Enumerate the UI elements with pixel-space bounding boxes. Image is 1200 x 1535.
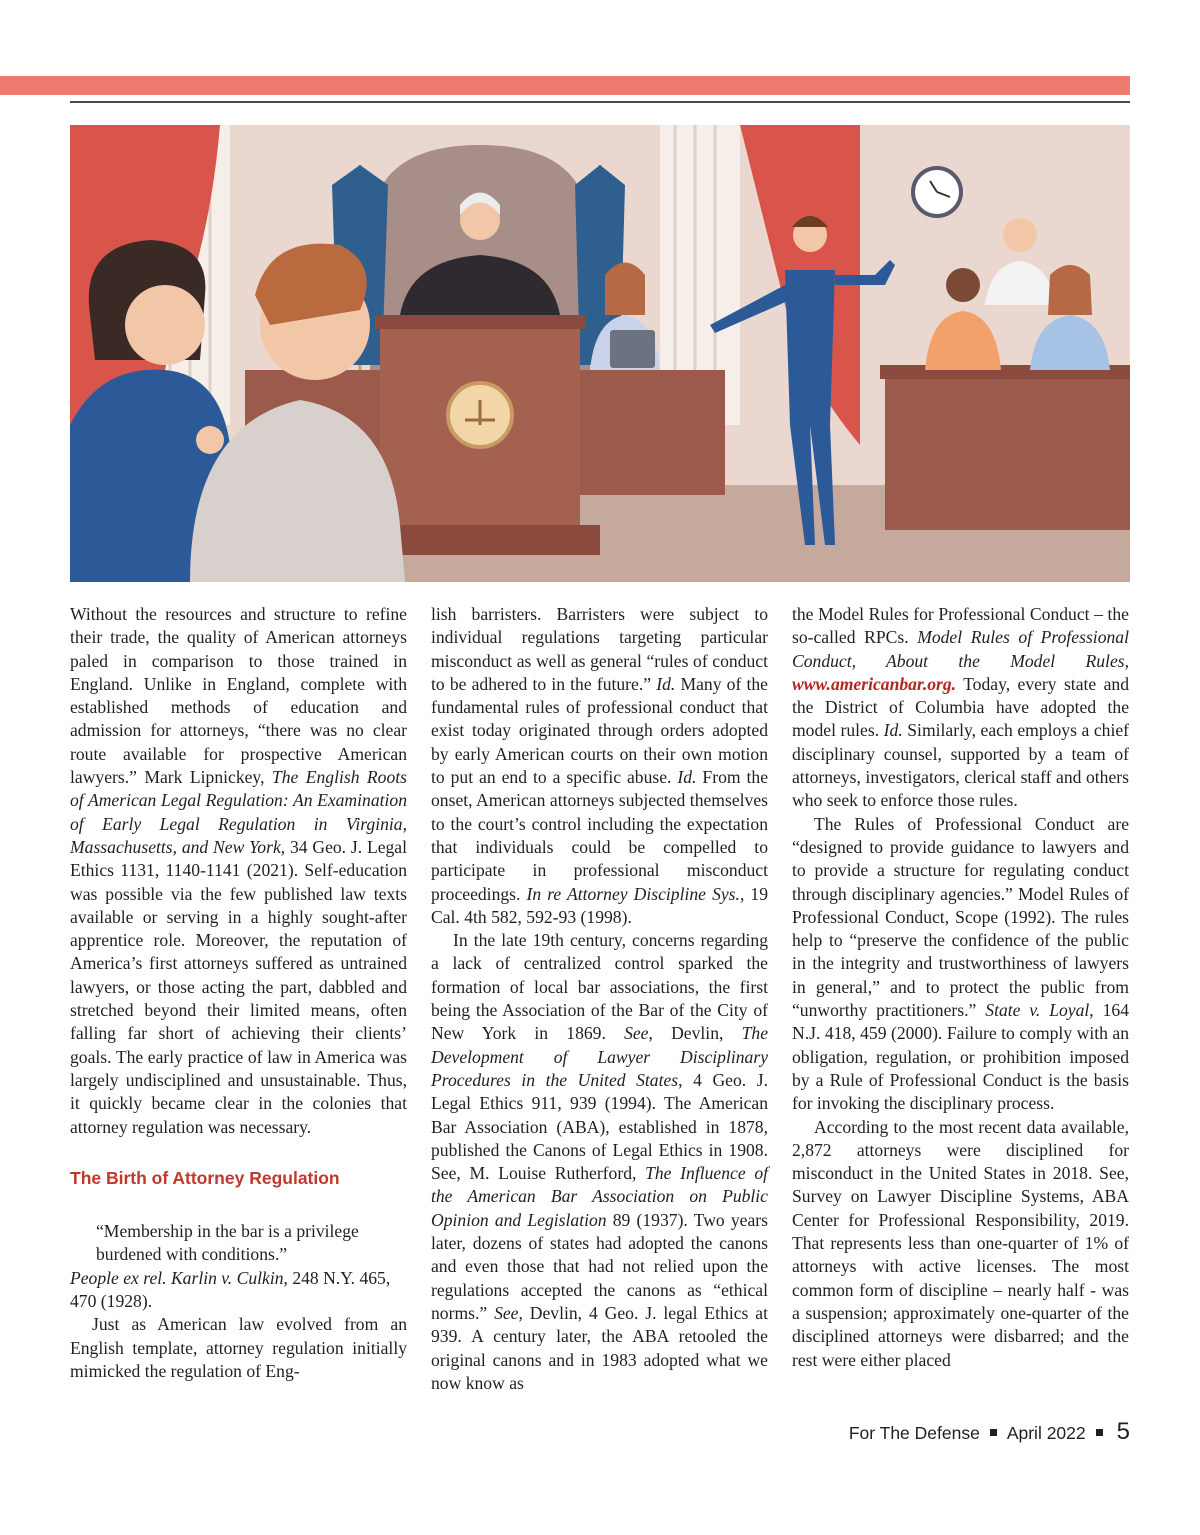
paragraph: Without the resources and structure to refine their trade, the quality of American attorneys paled in comparison to those trained in England. Unlike in England, complete with established methods of education and admission for attorneys, “there was no clear route available for prospective American lawyers.” Mark Lipnickey, The English Roots of American Legal Regulation: An Examination of Early Legal Regulation in Virginia, Massachusetts, and New York, 34 Geo. J. Legal Ethics 1131, 1140-1141 (2021). Self-education was possible via the few published law texts available or serving in a highly sought-after apprentice role. Moreover, the reputation of America’s first attorneys suffered as untrained lawyers, or those acting the part, dabbled and stretched beyond their limited means, often falling far short of achieving their clients’ goals. The early practice of law in America was largely undisciplined and unsustainable. Thus, it quickly became clear in the colonies that attorney regulation was necessary. — [70, 604, 407, 1137]
block-quote: “Membership in the bar is a privilege burdened with conditions.” — [96, 1221, 359, 1265]
bullet-separator — [990, 1429, 997, 1436]
paragraph: the Model Rules for Professional Conduct – the so-called RPCs. Model Rules of Professional Conduct, About the Model Rules, www.americanbar.org. Today, every state and the District of Columbia have adopted the model rules. Id. Similarly, each employs a chief disciplinary counsel, supported by a team of attorneys, investigators, clerical staff and others who seek to enforce those rules. — [792, 604, 1129, 811]
paragraph: In the late 19th century, concerns regarding a lack of centralized control sparked the formation of local bar associations, the first being the Association of the Bar of the City of New York in 1869. See, Devlin, The Development of Lawyer Disciplinary Procedures in the United States, 4 Geo. J. Legal Ethics 911, 939 (1994). The American Bar Association (ABA), established in 1878, published the Canons of Legal Ethics in 1908. See, M. Louise Rutherford, The Influence of the American Bar Association on Public Opinion and Legislation 89 (1937). Two years later, dozens of states had adopted the canons and even those that had not relied upon the regulations accepted the canons as “ethical norms.” See, Devlin, 4 Geo. J. legal Ethics at 939. A century later, the ABA retooled the original canons and in 1983 adopted what we now know as — [431, 930, 769, 1393]
bullet-separator — [1096, 1429, 1103, 1436]
text-column-1 — [70, 603, 407, 1383]
top-accent-band — [0, 76, 1130, 95]
publication-name: For The Defense — [848, 1423, 980, 1443]
paragraph: lish barristers. Barristers were subject to individual regulations targeting particular misconduct as well as general “rules of conduct to be adhered to in the future.” Id. Many of the fundamental rules of professional conduct that exist today originated through orders adopted by early American courts on their own motion to put an end to a specific abuse. Id. From the onset, American attorneys subjected themselves to the court’s control including the expectation that individuals could be compelled to participate in professional misconduct proceedings. In re Attorney Discipline Sys., 19 Cal. 4th 582, 592-93 (1998). — [431, 604, 769, 927]
page-number: 5 — [1116, 1418, 1130, 1445]
citation-title: The English Roots of American Legal Regulation: An Examination of Early Legal Regulation in Virginia, Massachusetts, and New York — [70, 767, 407, 857]
text-column-2 — [431, 603, 768, 1395]
issue-date: April 2022 — [1006, 1423, 1086, 1443]
top-rule — [70, 101, 1130, 103]
section-heading: The Birth of Attorney Regulation — [70, 1167, 340, 1188]
paragraph: Just as American law evolved from an English template, attorney regulation initially mimicked the regulation of Eng- — [70, 1314, 407, 1381]
text-column-3 — [792, 603, 1129, 1372]
paragraph: According to the most recent data available, 2,872 attorneys were disciplined for misconduct in the United States in 2018. See, Survey on Lawyer Discipline Systems, ABA Center for Professional Responsibility, 2019. That represents less than one-quarter of 1% of attorneys with active licenses. The most common form of discipline – nearly half - was a suspension; approximately one-quarter of the disciplined attorneys were disbarred; and the rest were either placed — [792, 1116, 1129, 1370]
quote-citation: People ex rel. Karlin v. Culkin, 248 N.Y. 465, 470 (1928). — [70, 1267, 391, 1312]
page-footer — [849, 1418, 1130, 1446]
paragraph: The Rules of Professional Conduct are “designed to provide guidance to lawyers and to provide a structure for regulating conduct through disciplinary agencies.” Model Rules of Professional Conduct, Scope (1992). The rules help to “preserve the confidence of the public in the integrity and trustworthiness of lawyers in general,” and to protect the public from “unworthy practitioners.” State v. Loyal, 164 N.J. 418, 459 (2000). Failure to comply with an obligation, regulation, or prohibition imposed by a Rule of Professional Conduct is the basis for invoking the disciplinary process. — [792, 813, 1130, 1114]
courtroom-illustration — [70, 125, 1130, 582]
americanbar-link[interactable]: www.americanbar.org. — [792, 673, 957, 694]
